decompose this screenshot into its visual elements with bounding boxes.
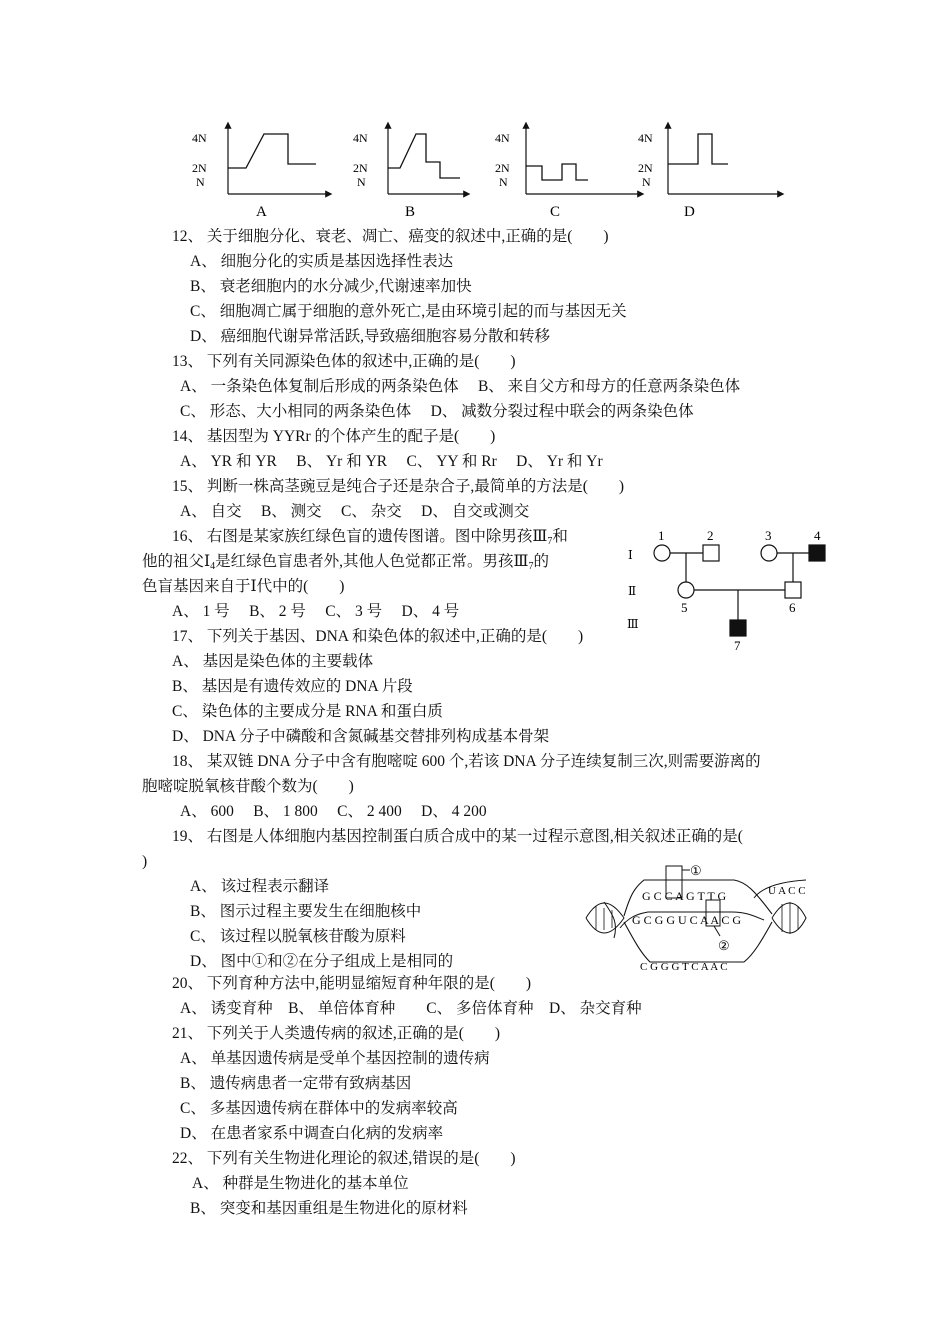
axis-label-n: N (357, 175, 366, 189)
q19-option-b: B、 图示过程主要发生在细胞核中 (190, 903, 422, 920)
q16-sub-4: 4 (210, 561, 216, 572)
pedigree-chart (618, 522, 830, 654)
q12-option-b: B、 衰老细胞内的水分减少,代谢速率加快 (190, 278, 472, 295)
q17-option-d: D、 DNA 分子中磷酸和含氮碱基交替排列构成基本骨架 (172, 728, 550, 745)
q22-stem: 22、 下列有关生物进化理论的叙述,错误的是( ) (172, 1150, 516, 1167)
q16-line-1 (172, 527, 568, 552)
q21-option-c: C、 多基因遗传病在群体中的发病率较高 (180, 1100, 458, 1117)
q20-stem: 20、 下列育种方法中,能明显缩短育种年限的是( ) (172, 975, 532, 992)
marker-2: ② (718, 938, 730, 953)
q16-sub-7b: 7 (528, 561, 534, 572)
q18-line-2: 胞嘧啶脱氧核苷酸个数为( ) (142, 778, 354, 795)
q16-line-2-text: 他的祖父Ⅰ (142, 553, 211, 570)
q12-option-a: A、 细胞分化的实质是基因选择性表达 (190, 253, 454, 270)
q17-option-c: C、 染色体的主要成分是 RNA 和蛋白质 (172, 703, 443, 720)
q20-options: A、 诱变育种 B、 单倍体育种 C、 多倍体育种 D、 杂交育种 (180, 1000, 642, 1017)
individual-label-5: 5 (681, 600, 688, 615)
individual-4 (809, 545, 825, 561)
individual-1 (654, 545, 670, 561)
graph-label-b: B (405, 204, 416, 220)
axis-label-n: N (499, 175, 508, 189)
q21-option-d: D、 在患者家系中调查白化病的发病率 (180, 1125, 444, 1142)
graph-d (638, 124, 782, 220)
q16-line-1-text: 16、 右图是某家族红绿色盲的遗传图谱。图中除男孩Ⅲ (172, 528, 548, 545)
individual-6 (785, 582, 801, 598)
individual-3 (761, 545, 777, 561)
axis-label-n: N (196, 175, 205, 189)
q13-options-cd: C、 形态、大小相同的两条染色体 D、 减数分裂过程中联会的两条染色体 (180, 403, 694, 420)
individual-5 (678, 582, 694, 598)
individual-7 (730, 620, 746, 636)
q16-line-2-mid: 是红绿色盲患者外,其他人色觉都正常。男孩Ⅲ (215, 553, 529, 570)
q19-line-1: 19、 右图是人体细胞内基因控制蛋白质合成中的某一过程示意图,相关叙述正确的是( (172, 828, 743, 845)
q21-option-a: A、 单基因遗传病是受单个基因控制的遗传病 (180, 1050, 490, 1067)
individual-label-6: 6 (789, 600, 796, 615)
individual-2 (703, 545, 719, 561)
q13-options-ab: A、 一条染色体复制后形成的两条染色体 B、 来自父方和母方的任意两条染色体 (180, 378, 741, 395)
axis-label-4n: 4N (495, 131, 510, 145)
q12-stem: 12、 关于细胞分化、衰老、凋亡、癌变的叙述中,正确的是( ) (172, 228, 609, 245)
axis-label-4n: 4N (192, 131, 207, 145)
transcription-figure (584, 858, 810, 976)
q18-options: A、 600 B、 1 800 C、 2 400 D、 4 200 (180, 803, 487, 820)
gen-label-ii: Ⅱ (628, 584, 637, 598)
q16-line-2 (142, 552, 549, 577)
q21-option-b: B、 遗传病患者一定带有致病基因 (180, 1075, 412, 1092)
individual-label-7: 7 (734, 638, 741, 653)
graph-a (192, 124, 330, 220)
graph-a-curve (228, 134, 316, 168)
q13-stem: 13、 下列有关同源染色体的叙述中,正确的是( ) (172, 353, 516, 370)
q16-line-3: 色盲基因来自于Ⅰ代中的( ) (142, 578, 345, 595)
bottom-sequence: C G G G T C A A C (640, 961, 728, 973)
q14-stem: 14、 基因型为 YYRr 的个体产生的配子是( ) (172, 428, 496, 445)
top-sequence: G C C A G T T G (642, 889, 727, 903)
axis-label-4n: 4N (638, 131, 653, 145)
individual-label-4: 4 (814, 528, 821, 543)
q19-line-2: ) (142, 853, 148, 870)
axis-label-2n: 2N (192, 161, 207, 175)
individual-label-3: 3 (765, 528, 772, 543)
q17-option-b: B、 基因是有遗传效应的 DNA 片段 (172, 678, 413, 695)
individual-label-1: 1 (658, 528, 665, 543)
q16-line-2-tail: 的 (533, 553, 549, 570)
graph-label-c: C (550, 204, 561, 220)
gen-label-i: Ⅰ (628, 548, 633, 562)
q21-stem: 21、 下列关于人类遗传病的叙述,正确的是( ) (172, 1025, 501, 1042)
axis-label-2n: 2N (495, 161, 510, 175)
axis-label-4n: 4N (353, 131, 368, 145)
axis-label-n: N (642, 175, 651, 189)
individual-label-2: 2 (707, 528, 714, 543)
q19-option-c: C、 该过程以脱氧核苷酸为原料 (190, 928, 406, 945)
q15-options: A、 自交 B、 测交 C、 杂交 D、 自交或测交 (180, 503, 530, 520)
axis-label-2n: 2N (638, 161, 653, 175)
q19-option-a: A、 该过程表示翻译 (190, 878, 330, 895)
q16-options: A、 1 号 B、 2 号 C、 3 号 D、 4 号 (172, 603, 460, 620)
graph-b (353, 124, 468, 220)
graph-label-a: A (256, 204, 267, 220)
marker-1: ① (690, 863, 702, 878)
graph-label-d: D (684, 204, 695, 220)
graph-d-curve (668, 134, 728, 164)
mid-sequence: G C G G U C A A C G (632, 913, 742, 927)
q16-line-1-tail: 和 (552, 528, 568, 545)
rna-tail-sequence: U A C C (768, 885, 806, 897)
q12-option-c: C、 细胞凋亡属于细胞的意外死亡,是由环境引起的而与基因无关 (190, 303, 627, 320)
graph-b-curve (388, 134, 460, 178)
q12-option-d: D、 癌细胞代谢异常活跃,导致癌细胞容易分散和转移 (190, 328, 550, 345)
graph-c (495, 124, 642, 220)
q22-option-a: A、 种群是生物进化的基本单位 (192, 1175, 409, 1192)
q18-line-1: 18、 某双链 DNA 分子中含有胞嘧啶 600 个,若该 DNA 分子连续复制三次,则需要游离的 (172, 753, 761, 770)
chromosome-graphs (180, 118, 800, 223)
graph-c-curve (526, 164, 588, 180)
q17-stem: 17、 下列关于基因、DNA 和染色体的叙述中,正确的是( ) (172, 628, 584, 645)
gen-label-iii: Ⅲ (627, 617, 639, 631)
q16-sub-7: 7 (547, 536, 553, 547)
q19-option-d: D、 图中①和②在分子组成上是相同的 (190, 953, 454, 970)
axis-label-2n: 2N (353, 161, 368, 175)
q14-options: A、 YR 和 YR B、 Yr 和 YR C、 YY 和 Rr D、 Yr 和 Yr (180, 453, 603, 470)
q22-option-b: B、 突变和基因重组是生物进化的原材料 (190, 1200, 468, 1217)
q17-option-a: A、 基因是染色体的主要载体 (172, 653, 374, 670)
q15-stem: 15、 判断一株高茎豌豆是纯合子还是杂合子,最简单的方法是( ) (172, 478, 625, 495)
